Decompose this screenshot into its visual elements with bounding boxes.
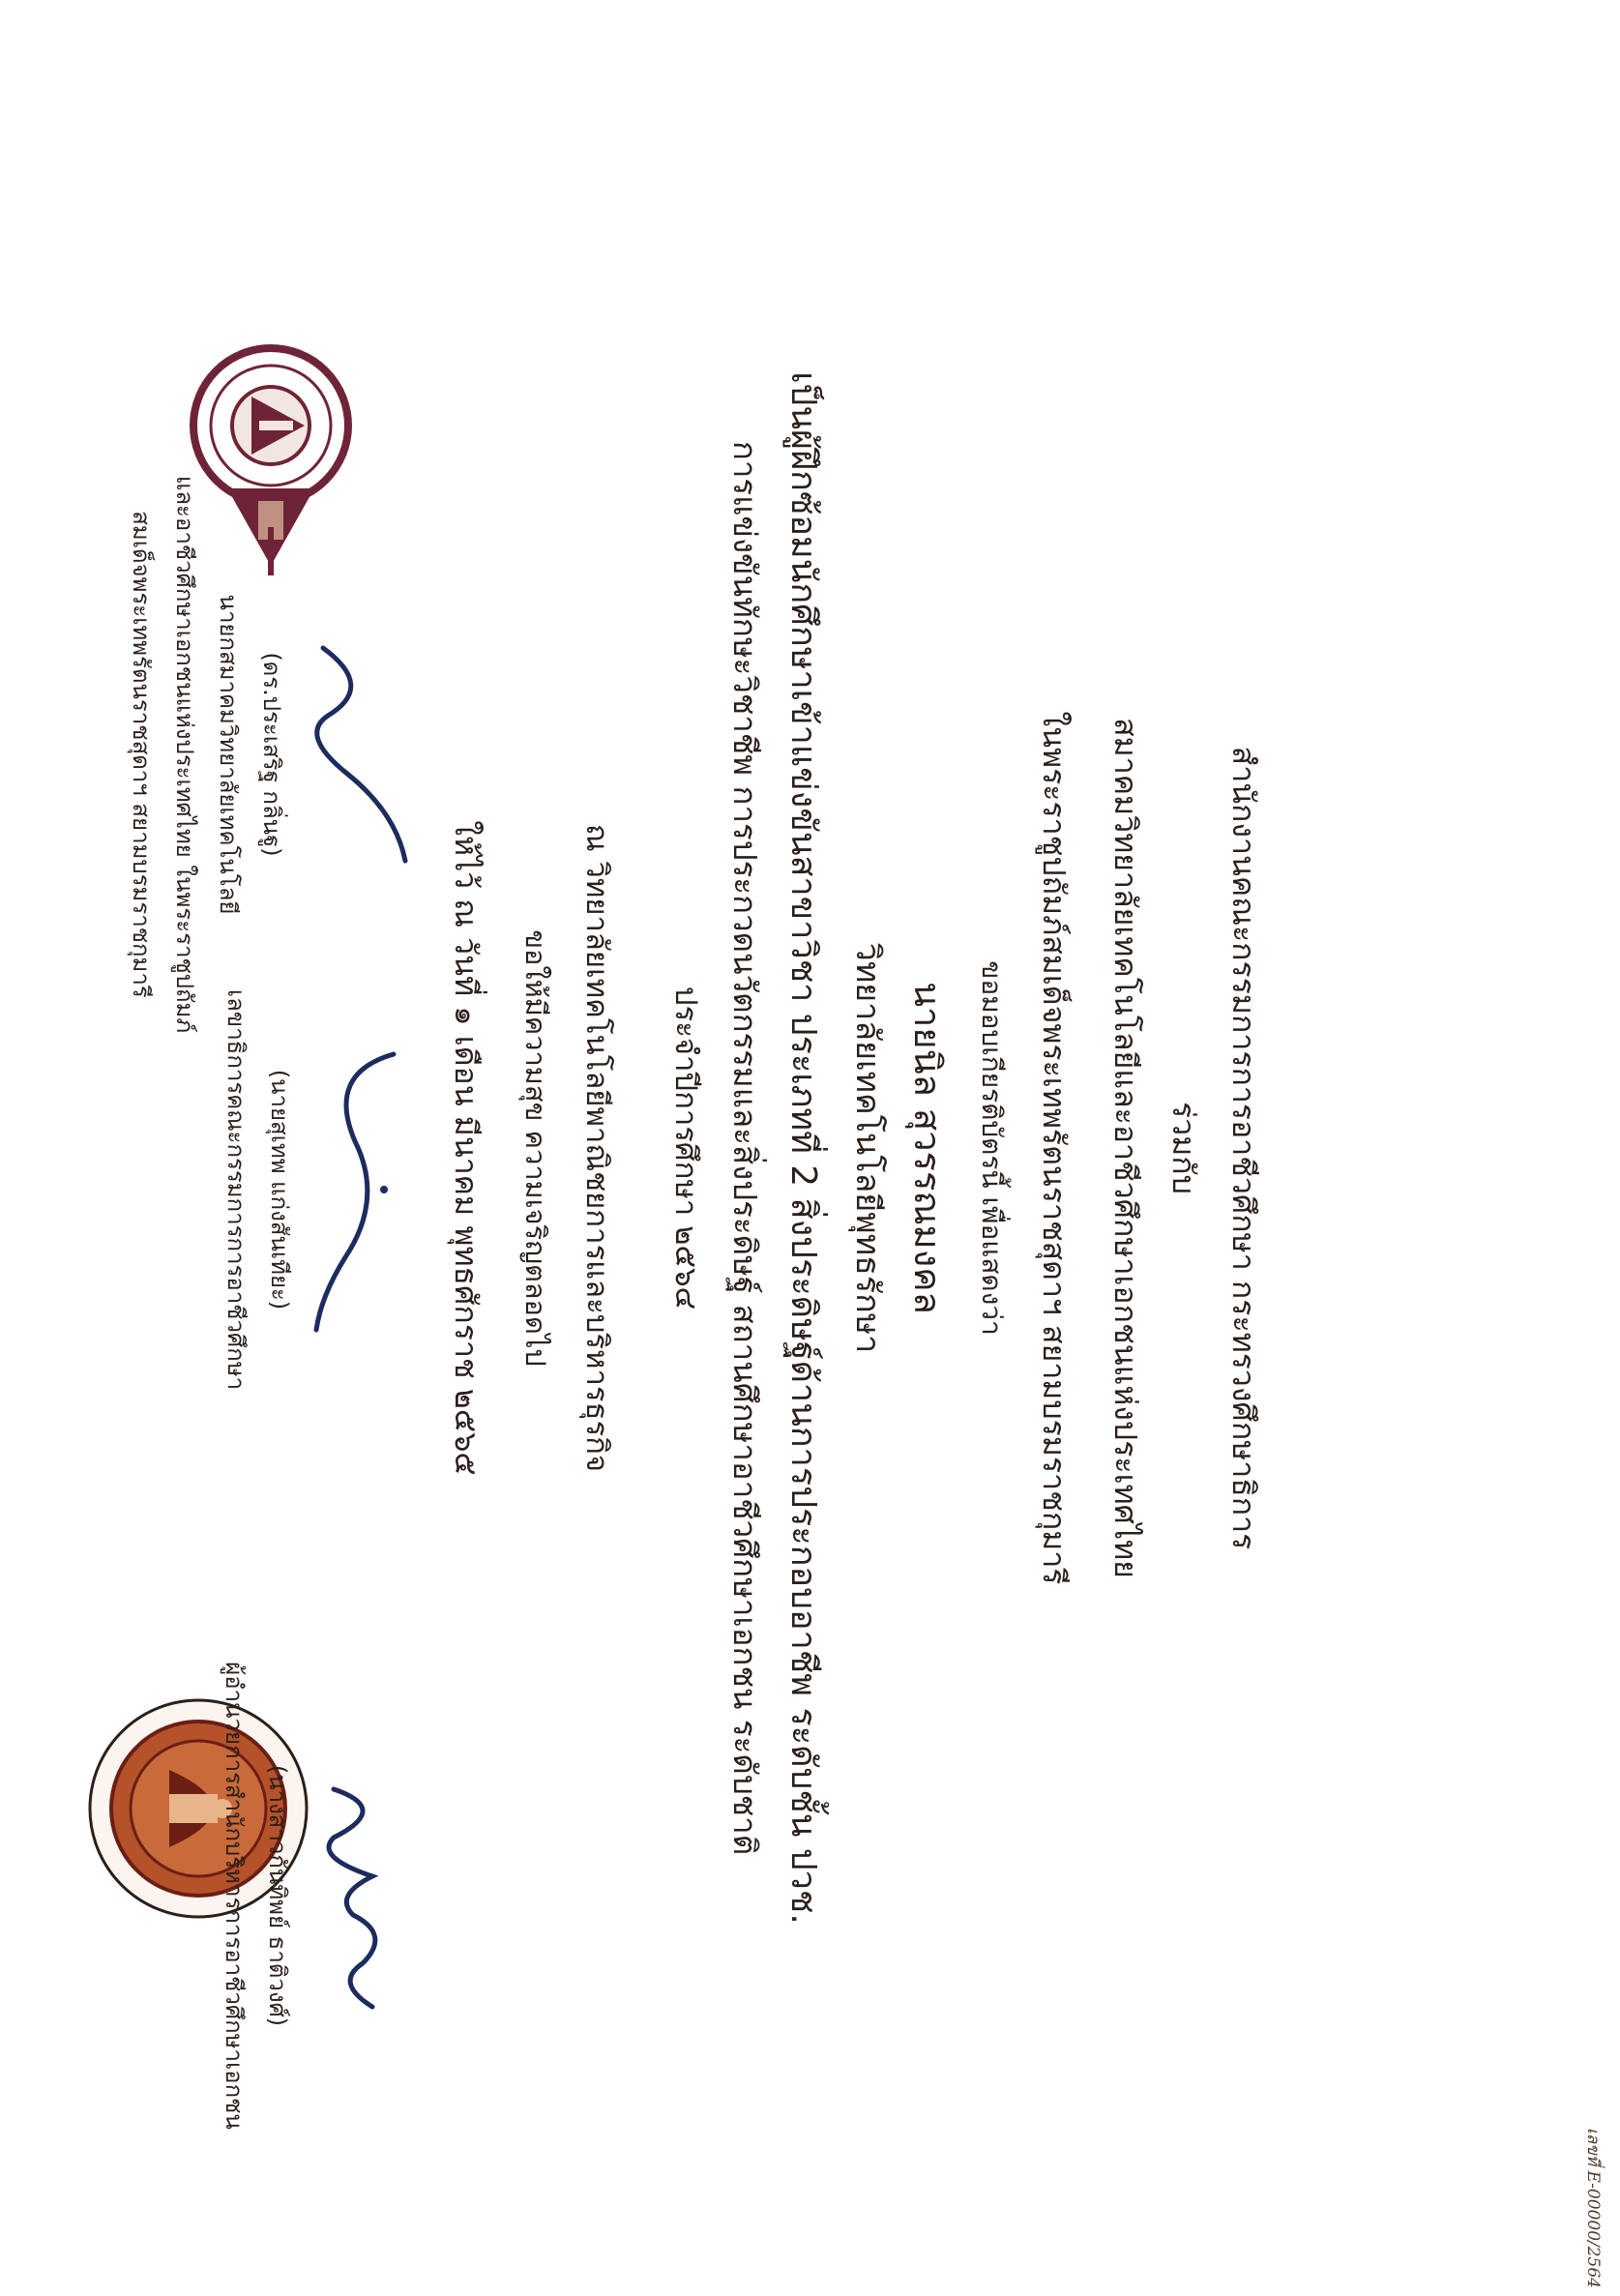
award-line-2: การแข่งขันทักษะวิชาชีพ การประกวดนวัตกรรมและสิ่งประดิษฐ์ สถานศึกษาอาชีวศึกษาเอกชน ระดับชาติ (726, 440, 764, 1856)
award-line-1: เป็นผู้ฝึกซ้อมนักศึกษาเข้าแข่งขันสาขาวิชา ประเภทที่ 2 สิ่งประดิษฐ์ด้านการประกอบอาชีพ ระดับชั้น ปวช. (783, 371, 823, 1925)
issuer-line-1: สำนักงานคณะกรรมการการอาชีวศึกษา กระทรวงศึกษาธิการ (1225, 746, 1262, 1550)
issue-date: ให้ไว้ ณ วันที่ ๑ เดือน มีนาคม พุทธศักราช ๒๕๖๕ (448, 820, 485, 1476)
recipient-name: นายนิล สุวรรณมงคล (906, 982, 949, 1314)
signature-mark (299, 629, 415, 880)
signatory-left (216, 1644, 411, 2147)
wish-text: ขอให้มีความสุข ความเจริญตลอดไป (519, 929, 552, 1367)
signatory-right-position-2: และอาชีวศึกษาเอกชนแห่งประเทศไทย ในพระราชูปถัมภ์ (171, 475, 198, 1034)
signatory-right-position-1: นายกสมาคมวิทยาลัยเทคโนโลยี (215, 594, 242, 915)
signature-mark (305, 1770, 411, 2021)
issuer-line-4: ในพระราชูปถัมภ์สมเด็จพระเทพรัตนราชสุดาฯ สยามบรมราชกุมารี (1036, 711, 1073, 1585)
signatory-right-name: (ดร.ประเสริฐ กลิ่นฐู) (258, 652, 285, 857)
signatory-right-position-3: สมเด็จพระเทพรัตนราชสุดาฯ สยามบรมราชกุมารี (128, 511, 155, 998)
signature-mark (307, 1035, 413, 1344)
signatory-center-position: เลขาธิการคณะกรรมการการอาชีวศึกษา (222, 988, 250, 1391)
signatory-center-name: (นายสุเทพ แก่งสันเทียะ) (266, 1069, 293, 1310)
issuer-line-2: ร่วมกับ (1165, 1102, 1202, 1194)
venue-text: ณ วิทยาลัยเทคโนโลยีพาณิชยการและบริหารธุรกิจ (579, 823, 614, 1473)
issuer-line-3: สมาคมวิทยาลัยเทคโนโลยีและอาชีวศึกษาเอกชนแห่งประเทศไทย (1107, 718, 1144, 1578)
recipient-school: วิทยาลัยเทคโนโลยีพุทธรักษา (848, 942, 887, 1354)
serial-number: เลขที่ E-00000/2564 (1583, 2128, 1603, 2288)
signatory-center (218, 919, 413, 1460)
award-year: ประจำปีการศึกษา ๒๕๖๔ (668, 986, 703, 1310)
signatory-left-position: ผู้อำนวยการสำนักบริหารการอาชีวศึกษาเอกชน (221, 1662, 248, 2130)
intro-text: ขอมอบเกียรติบัตรนี้ เพื่อแสดงว่า (976, 960, 1008, 1336)
signatory-left-name: (นางสาวกันทิพย์ ธาติวงศ์) (264, 1764, 291, 2027)
